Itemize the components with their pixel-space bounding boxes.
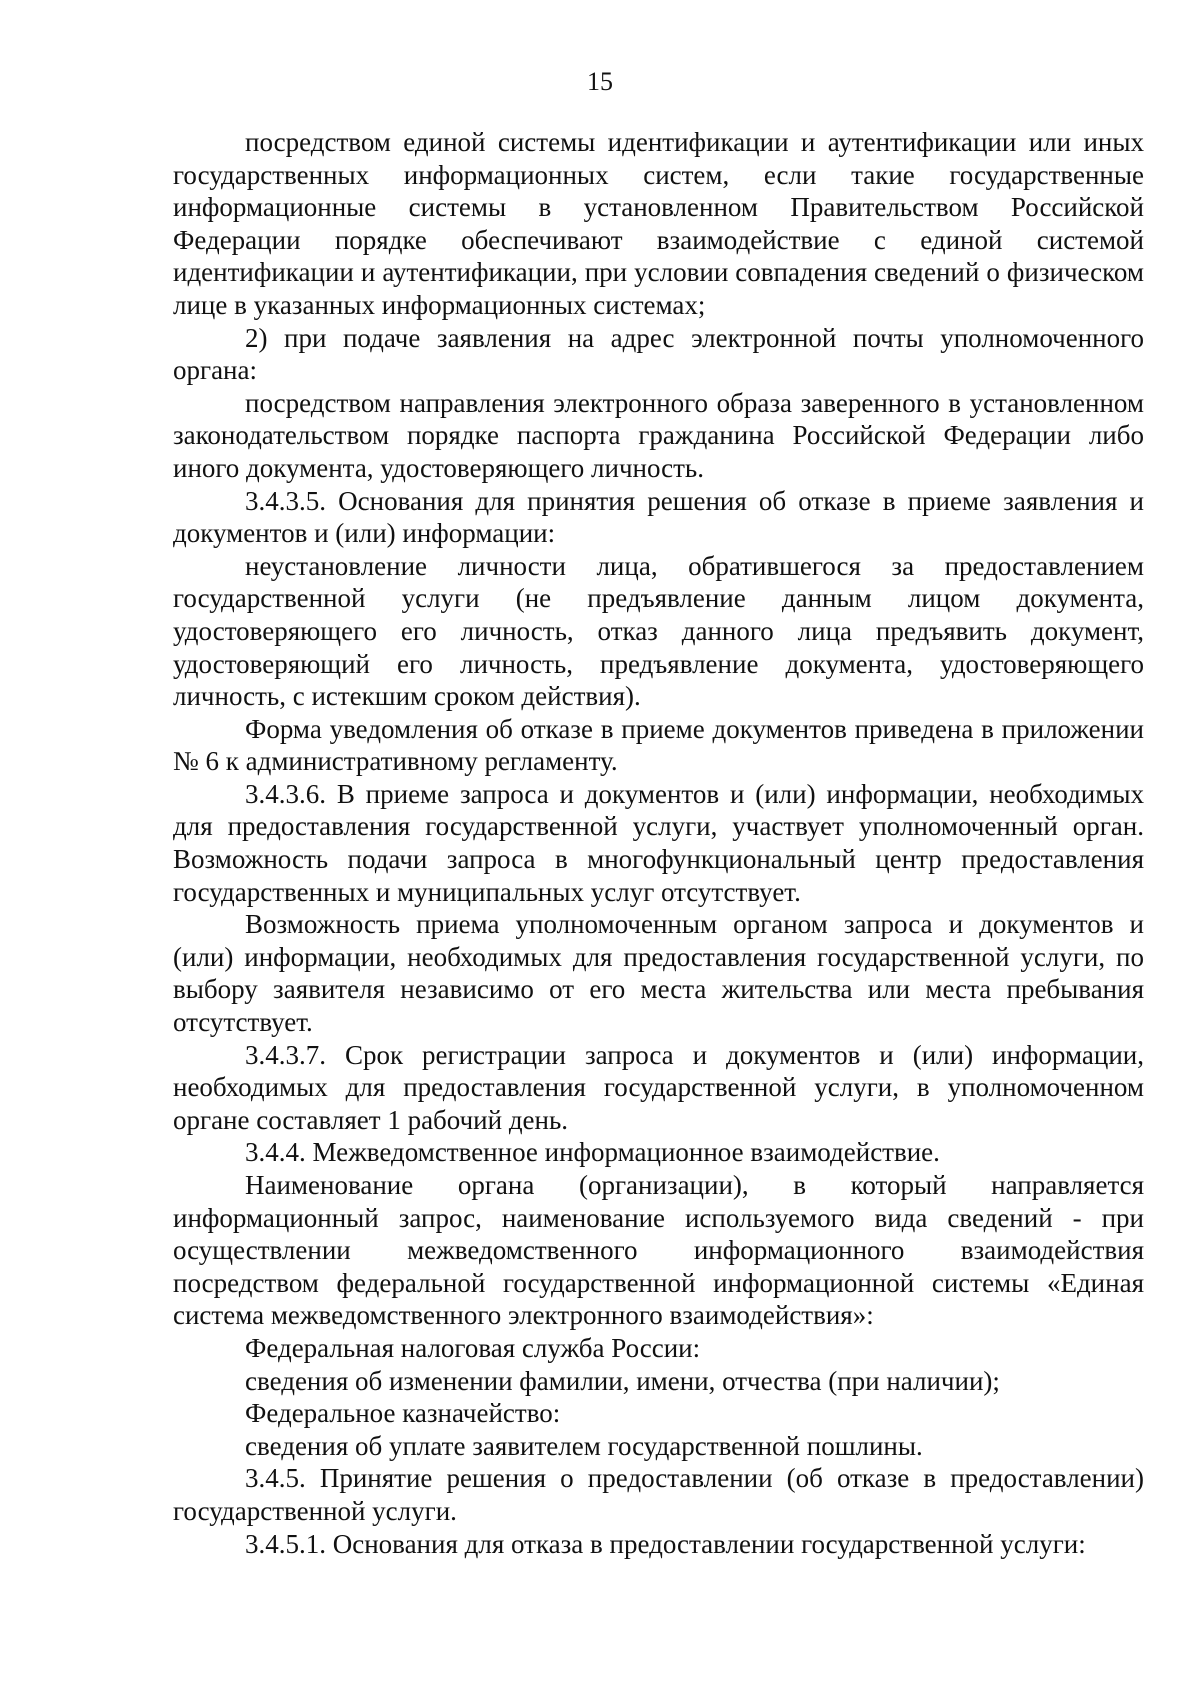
paragraph: Форма уведомления об отказе в приеме документов приведена в приложении № 6 к административному регламенту.	[173, 713, 1144, 777]
paragraph: неустановление личности лица, обратившегося за предоставлением государственной услуги (не предъявление данным лицом документа, удостоверяющего его личность, отказ данного лица предъявить документ, удостоверяющий его личность, предъявление документа, удостоверяющего личность, с истекшим сроком действия).	[173, 550, 1144, 712]
paragraph: 3.4.3.5. Основания для принятия решения об отказе в приеме заявления и документов и (или) информации:	[173, 485, 1144, 549]
paragraph: 3.4.5. Принятие решения о предоставлении (об отказе в предоставлении) государственной услуги.	[173, 1463, 1144, 1526]
paragraph: Федеральная налоговая служба России:	[245, 1332, 701, 1363]
paragraph: 3.4.5.1. Основания для отказа в предоставлении государственной услуги:	[245, 1528, 1086, 1559]
paragraph: сведения об изменении фамилии, имени, отчества (при наличии);	[245, 1365, 1000, 1396]
paragraph: Федеральное казначейство:	[245, 1398, 561, 1429]
paragraph: 3.4.4. Межведомственное информационное взаимодействие.	[245, 1137, 940, 1168]
page-number: 15	[587, 67, 613, 96]
paragraph: Наименование органа (организации), в который направляется информационный запрос, наименование используемого вида сведений - при осуществлении межведомственного информационного взаимодействия посредством федеральной государственной информационной системы «Единая система межведомственного электронного взаимодействия»:	[173, 1170, 1144, 1331]
paragraph: сведения об уплате заявителем государственной пошлины.	[245, 1430, 923, 1461]
document-body	[173, 126, 1144, 1560]
paragraph: Возможность приема уполномоченным органом запроса и документов и (или) информации, необходимых для предоставления государственной услуги, по выбору заявителя независимо от его места жительства или места пребывания отсутствует.	[173, 909, 1144, 1038]
paragraph: посредством единой системы идентификации и аутентификации или иных государственных информационных систем, если такие государственные информационные системы в установленном Правительством Российской Федерации порядке обеспечивают взаимодействие с единой системой идентификации и аутентификации, при условии совпадения сведений о физическом лице в указанных информационных системах;	[173, 127, 1144, 320]
paragraph: 3.4.3.6. В приеме запроса и документов и (или) информации, необходимых для предоставления государственной услуги, участвует уполномоченный орган. Возможность подачи запроса в многофункциональный центр предоставления государственных и муниципальных услуг отсутствует.	[173, 778, 1144, 907]
paragraph: 2) при подаче заявления на адрес электронной почты уполномоченного органа:	[173, 322, 1144, 386]
paragraph: посредством направления электронного образа заверенного в установленном законодательством порядке паспорта гражданина Российской Федерации либо иного документа, удостоверяющего личность.	[173, 387, 1144, 483]
paragraph: 3.4.3.7. Срок регистрации запроса и документов и (или) информации, необходимых для предоставления государственной услуги, в уполномоченном органе составляет 1 рабочий день.	[173, 1039, 1144, 1135]
